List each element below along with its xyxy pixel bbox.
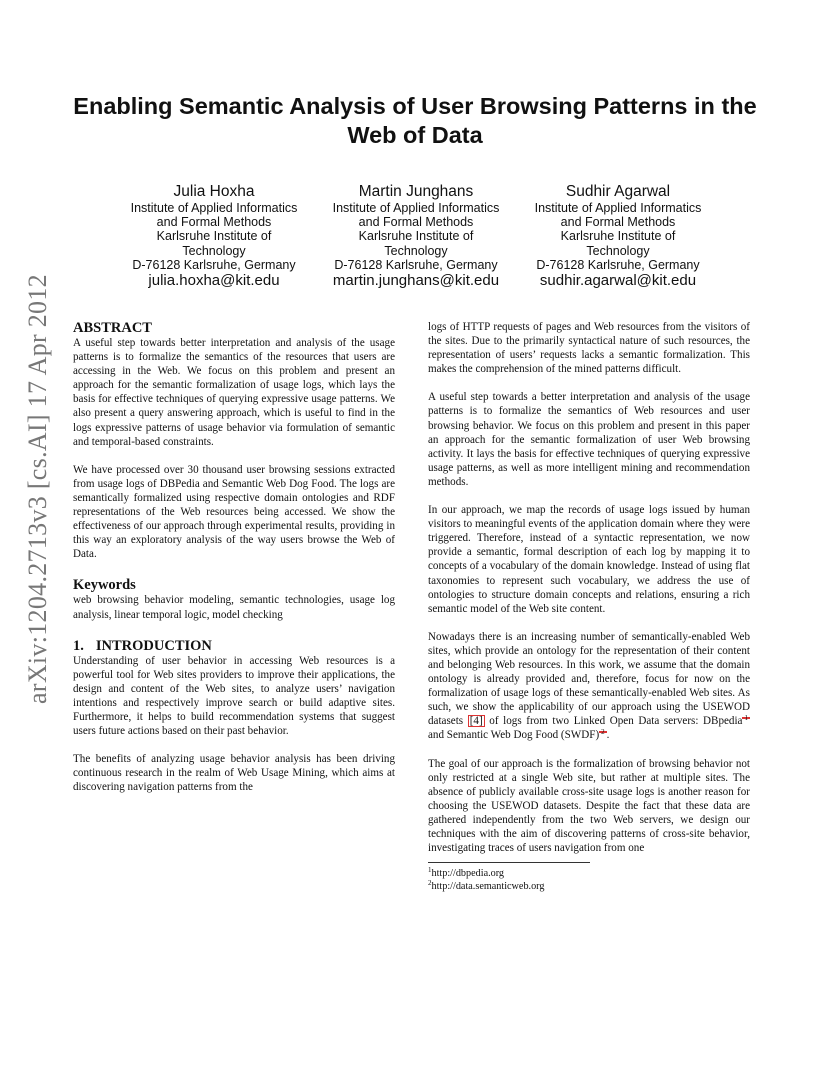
author-3 <box>522 183 714 290</box>
footnote-link[interactable]: 1 <box>744 714 748 723</box>
body-text: of logs from two Linked Open Data servers: DBpedia <box>484 715 743 728</box>
paper-title: Enabling Semantic Analysis of User Browsing Patterns in the Web of Data <box>73 93 757 148</box>
author-affiliation-line: D-76128 Karlsruhe, Germany <box>334 257 498 272</box>
body-paragraph: A useful step towards a better interpretation and analysis of the usage patterns is to formalize the semantics of Web resources and user browsing behavior. We focus on this problem and present in this paper an approach for the semantic formalization of user Web browsing activity. It lays the basis for effective techniques of querying expressive usage patterns, as well as more intelligent mining and recommendation methods. <box>428 391 750 488</box>
author-affiliation-line: Karlsruhe Institute of <box>156 229 272 244</box>
body-paragraph: In our approach, we map the records of usage logs issued by human visitors to meaningful events of the application domain where they were triggered. Therefore, instead of a syntactic representation, we now provide a semantic, formal description of each log by mapping it to concepts of a vocabulary of the domain knowledge. Instead of using flat taxonomies to represent such vocabulary, we address the use of ontologies to structure domain concepts and relations, ensuring a rich semantic model of the Web site content. <box>428 504 750 615</box>
author-block <box>118 183 714 290</box>
author-affiliation-line: D-76128 Karlsruhe, Germany <box>132 257 296 272</box>
author-affiliation-line: and Formal Methods <box>560 215 676 230</box>
body-text: and Semantic Web Dog Food (SWDF) <box>428 729 600 742</box>
author-name: Sudhir Agarwal <box>565 183 671 200</box>
author-affiliation-line: Institute of Applied Informatics <box>534 201 702 215</box>
abstract-paragraph: A useful step towards better interpretation and analysis of the usage patterns is to formalize the semantics of the resources that users are accessing in the Web. We focus on this problem and present an approach for the semantic formalization of usage logs, which lays the basis for effective techniques of querying expressive usage patterns. We also present a query answering approach, which is useful to find in the logs expressive patterns of usage behavior via formulation of semantic and temporal-based constraints. <box>73 337 395 448</box>
footnote-link[interactable]: 2 <box>601 728 605 737</box>
footnote-url[interactable]: http://dbpedia.org <box>431 868 505 880</box>
intro-paragraph: Understanding of user behavior in accessing Web resources is a powerful tool for Web sites providers to improve their applications, the design and content of the Web sites, to analyze users’ navigation intentions and respectively improve search or build adaptive sites. Furthermore, it helps to build recommendation systems that suggest users future actions based on their past behavior. <box>73 654 395 738</box>
body-paragraph <box>428 630 750 743</box>
intro-paragraph: The benefits of analyzing usage behavior analysis has been driving continuous research in the realm of Web Usage Mining, which aims at discovering navigation patterns from the <box>73 753 395 794</box>
author-affiliation-line: and Formal Methods <box>358 215 474 230</box>
keywords-heading: Keywords <box>73 577 136 594</box>
body-paragraph: logs of HTTP requests of pages and Web resources from the visitors of the sites. Due to the primarily syntactical nature of such resources, the representation of users’ requests lacks a semantic formalization. This makes the comprehension of the mined patterns difficult. <box>428 321 750 376</box>
author-affiliation-line: Institute of Applied Informatics <box>130 201 298 215</box>
author-email: martin.junghans@kit.edu <box>332 272 500 290</box>
author-email: sudhir.agarwal@kit.edu <box>539 272 697 290</box>
footnote <box>428 867 750 880</box>
author-affiliation-line: Technology <box>182 243 246 258</box>
footnote-mark: 2 <box>428 879 432 888</box>
body-paragraph: The goal of our approach is the formalization of browsing behavior not only restricted at a single Web site, but rather at multiple sites. The absence of publicly available cross-site usage logs is another reason for choosing the USEWOD datasets. Despite the fact that these data are gathered independently from the two Web servers, we design our techniques with the aim of discovering patterns of cross-site behavior, investigating traces of users navigation from one <box>428 757 750 855</box>
body-text: . <box>606 729 610 742</box>
author-affiliation-line: Karlsruhe Institute of <box>560 229 676 244</box>
author-name: Martin Junghans <box>358 183 474 200</box>
abstract-heading: ABSTRACT <box>73 320 152 336</box>
keywords-text: web browsing behavior modeling, semantic technologies, usage log analysis, linear temporal logic, model checking <box>73 594 395 621</box>
footnote <box>428 880 750 893</box>
author-name: Julia Hoxha <box>173 183 255 200</box>
arxiv-stamp-text: arXiv:1204.2713v3 [cs.AI] 17 Apr 2012 <box>23 273 52 704</box>
left-column <box>73 320 395 794</box>
section-title: INTRODUCTION <box>95 637 212 654</box>
author-affiliation-line: D-76128 Karlsruhe, Germany <box>536 257 700 272</box>
arxiv-stamp <box>22 273 54 704</box>
footnote-url[interactable]: http://data.semanticweb.org <box>431 881 545 893</box>
abstract-paragraph: We have processed over 30 thousand user browsing sessions extracted from usage logs of DBPedia and Semantic Web Dog Food. The logs are semantically formalized using respective domain ontologies and RDF representations of the Web resources being accessed. We show the effectiveness of our approach through experimental results, providing in this way an exploratory analysis of the way users browse the Web of Data. <box>73 463 395 561</box>
right-column <box>428 320 750 894</box>
footnote-divider <box>428 862 590 863</box>
section-number: 1. <box>73 637 84 654</box>
author-affiliation-line: Technology <box>586 243 650 258</box>
author-2 <box>320 183 512 290</box>
author-affiliation-line: Karlsruhe Institute of <box>358 229 474 244</box>
section-heading-introduction <box>73 638 395 654</box>
author-affiliation-line: Technology <box>384 243 448 258</box>
author-email: julia.hoxha@kit.edu <box>148 272 280 290</box>
author-affiliation-line: Institute of Applied Informatics <box>332 201 500 215</box>
body-text: Nowadays there is an increasing number of semantically-enabled Web sites, which provide an ontology for the representation of their content and belonging Web resources. In this work, we assume that the domain ontology is already provided and, therefore, focus for now on the formalization of usage logs of these semantically-enabled Web sites. As such, we show the applicability of our approach using the USEWOD datasets <box>428 630 750 728</box>
author-1 <box>118 183 310 290</box>
footnote-mark: 1 <box>428 866 432 875</box>
author-affiliation-line: and Formal Methods <box>156 215 272 230</box>
citation-link[interactable]: [4] <box>469 715 483 728</box>
